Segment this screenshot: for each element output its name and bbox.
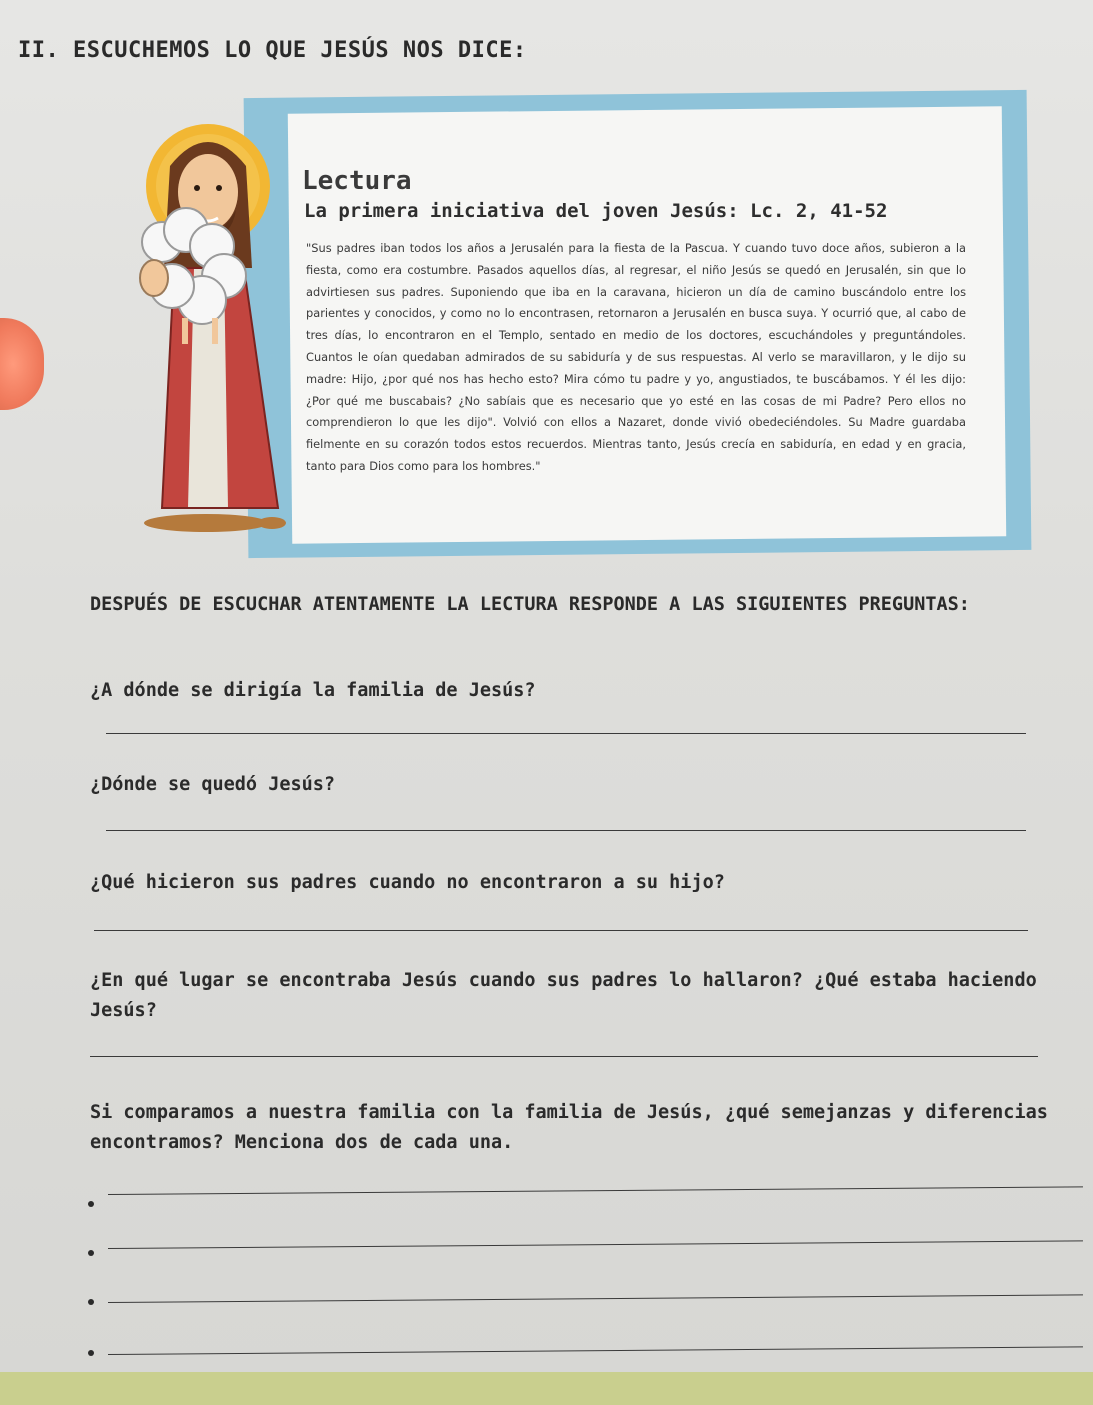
bullet bbox=[88, 1299, 94, 1305]
table-surface bbox=[0, 1372, 1093, 1405]
reading-text: "Sus padres iban todos los años a Jerusalén para la fiesta de la Pascua. Y cuando tuvo doce años, subieron a la fiesta, como era costumbre. Pasados aquellos días, al regresar, el niño Jesús se quedó en Jerusalén, sin que lo advirtiesen sus padres. Suponiendo que iba en la caravana, hicieron un día de camino buscándolo entre los parientes y conocidos, y como no lo encontrasen, retornaron a Jerusalén en busca suya. Y ocurrió que, al cabo de tres días, lo encontraron en el Templo, sentado en medio de los doctores, escuchándoles y preguntándoles. Cuantos le oían quedaban admirados de su sabiduría y de sus respuestas. Al verlo se maravillaron, y le dijo su madre: Hijo, ¿por qué nos has hecho esto? Mira cómo tu padre y yo, angustiados, te buscábamos. Y él les dijo: ¿Por qué me buscabais? ¿No sabíais que es necesario que yo esté en las cosas de mi Padre? Pero ellos no comprendieron lo que les dijo". Volvió con ellos a Nazaret, donde vivió obedeciéndoles. Su Madre guardaba fielmente en su corazón todos estos recuerdos. Mientras tanto, Jesús crecía en sabiduría, en edad y en gracia, tanto para Dios como para los hombres." bbox=[306, 241, 966, 473]
section-title: II. ESCUCHEMOS LO QUE JESÚS NOS DICE: bbox=[18, 38, 527, 63]
bullet bbox=[88, 1250, 94, 1256]
bullet bbox=[88, 1201, 94, 1207]
reading-heading: Lectura bbox=[302, 166, 412, 196]
question-3: ¿Qué hicieron sus padres cuando no encontraron a su hijo? bbox=[90, 872, 725, 893]
question-2: ¿Dónde se quedó Jesús? bbox=[90, 774, 336, 795]
jesus-shepherd-icon bbox=[128, 118, 308, 548]
question-1: ¿A dónde se dirigía la familia de Jesús? bbox=[90, 680, 536, 701]
question-4: ¿En qué lugar se encontraba Jesús cuando sus padres lo hallaron? ¿Qué estaba haciendo Jesús? bbox=[90, 970, 1037, 1021]
question-5: Si comparamos a nuestra familia con la familia de Jesús, ¿qué semejanzas y diferencias encontramos? Menciona dos de cada una. bbox=[90, 1102, 1048, 1153]
bullet bbox=[88, 1350, 94, 1356]
answer-line-3[interactable] bbox=[94, 930, 1028, 931]
answer-line-4[interactable] bbox=[90, 1056, 1038, 1057]
answer-line-2[interactable] bbox=[106, 830, 1026, 831]
reading-subtitle: La primera iniciativa del joven Jesús: Lc. 2, 41-52 bbox=[304, 200, 888, 222]
instructions-heading: DESPUÉS DE ESCUCHAR ATENTAMENTE LA LECTURA RESPONDE A LAS SIGUIENTES PREGUNTAS: bbox=[90, 594, 970, 615]
answer-line-1[interactable] bbox=[106, 733, 1026, 734]
